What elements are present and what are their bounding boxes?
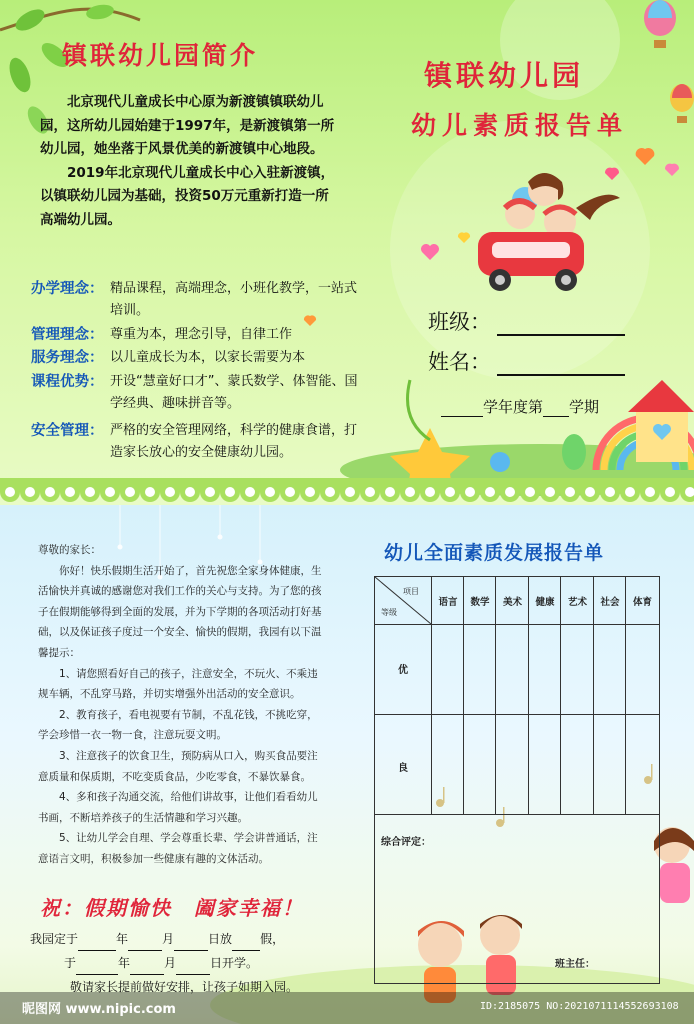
term-year-label: 学年度第: [483, 398, 544, 416]
term-line: [441, 396, 599, 417]
class-label: 班级：: [428, 310, 491, 334]
watermark-id: ID:2185075 NO:20210711145526931​08: [480, 1001, 679, 1012]
report-table: [374, 576, 660, 984]
letter-paragraph: 4、多和孩子沟通交流，给他们讲故事，让他们看看幼儿书画，不断培养孩子的生活情趣和学习兴趣。: [38, 791, 318, 824]
intro-paragraph: 2019年北京现代儿童成长中心入驻新渡镇，以镇联幼儿园为基础，投资50万元重新打造一所高端幼儿园。: [40, 164, 335, 228]
concept-label: 办学理念：: [31, 281, 104, 297]
concept-text: 尊重为本，理念引导，自律工作: [110, 327, 293, 342]
notice-text: 年: [118, 956, 131, 970]
concept-text: 开设“慧童好口才”、蒙氏数学、体智能、国学经典、趣味拼音等。: [110, 374, 358, 411]
year-blank[interactable]: [441, 416, 483, 417]
notice-text: 日放: [208, 932, 233, 946]
grade-row-excellent: [375, 624, 659, 715]
concept-label: 管理理念：: [31, 327, 104, 343]
notice-text: 我园定于: [30, 932, 79, 946]
watermark-logo: 昵图网 www.nipic.com: [22, 1002, 176, 1017]
parent-letter: [38, 540, 328, 870]
concept-text: 精品课程，高端理念，小班化教学，一站式培训。: [110, 281, 358, 318]
balloon-icon: [670, 84, 694, 123]
intro-paragraph: 北京现代儿童成长中心原为新渡镇镇联幼儿园，这所幼儿园始建于1997年，是新渡镇第一所幼儿园，她坐落于风景优美的新渡镇中心地段。: [40, 94, 335, 157]
semester-blank[interactable]: [543, 416, 569, 417]
notice-text: 假，: [260, 932, 285, 946]
concept-row-school: [31, 278, 361, 322]
letter-greeting: 尊敬的家长：: [38, 544, 101, 556]
notice-text: 年: [116, 932, 129, 946]
subject-header: 数学: [463, 577, 496, 624]
concept-row-service: [31, 347, 361, 369]
concept-row-curriculum: [31, 371, 361, 415]
letter-paragraph: 你好！快乐假期生活开始了，首先祝您全家身体健康，生活愉快并真诚的感谢您对我们工作的关心与支持。为了您的孩子在假期能够得到全面的发展，并为下学期的各项活动打好基础，以及保证孩子度过一个安全、愉快的假期，我园有以下温馨提示：: [38, 564, 322, 659]
subject-header: 艺术: [560, 577, 594, 624]
cover-school-name: 镇联幼儿园: [424, 59, 585, 92]
concept-text: 以儿童成长为本，以家长需要为本: [110, 350, 306, 365]
letter-paragraph: 3、注意孩子的饮食卫生，预防病从口入，购买食品要注意质量和保质期，不吃变质食品，少吃零食，不暴饮暴食。: [38, 749, 318, 783]
teacher-label: 班主任：: [555, 959, 595, 970]
concept-row-safety: [31, 420, 361, 464]
report-table-title: 幼儿全面素质发展报告单: [384, 542, 605, 564]
notice-row-start: [30, 951, 298, 975]
summary-label: 综合评定：: [381, 837, 431, 848]
report-table-header: [375, 577, 659, 625]
notice-text: 日开学。: [210, 956, 259, 970]
subject-header: 社会: [593, 577, 626, 624]
grade-label: 良: [398, 763, 408, 774]
subject-header: 体育: [625, 577, 659, 624]
notice-row-leave: [30, 927, 298, 951]
scalloped-divider: [0, 478, 694, 512]
intro-title: 镇联幼儿园简介: [62, 41, 259, 70]
header-item-label: 项目: [403, 587, 419, 596]
concept-row-management: [31, 324, 361, 346]
cover-report-title: 幼儿素质报告单: [411, 111, 629, 140]
notice-text: 月: [162, 932, 175, 946]
holiday-wish: 祝：假期愉快 阖家幸福！: [40, 896, 304, 920]
subject-header: 美术: [495, 577, 529, 624]
letter-paragraph: 1、请您照看好自己的孩子，注意安全，不玩火、不乘违规车辆，不乱穿马路，并切实增强外出活动的安全意识。: [38, 667, 318, 701]
concept-label: 服务理念：: [31, 350, 104, 366]
grade-label: 优: [398, 665, 408, 676]
letter-paragraph: 2、教育孩子，看电视要有节制，不乱花钱，不挑吃穿，学会珍惜一衣一物一食，注意玩耍文明。: [38, 708, 318, 742]
header-grade-label: 等级: [381, 608, 397, 617]
balloon-icon: [644, 0, 676, 48]
name-blank-line[interactable]: [497, 352, 625, 376]
concept-label: 课程优势：: [31, 374, 104, 390]
notice-text: 于: [64, 956, 77, 970]
watermark-bar: [0, 992, 694, 1024]
subject-header: 健康: [528, 577, 561, 624]
holiday-notice: [30, 927, 298, 999]
name-field[interactable]: [428, 346, 625, 376]
letter-paragraph: 5、让幼儿学会自理、学会尊重长辈、学会讲普通话，注意语言文明，积极参加一些健康有趣的文体活动。: [38, 832, 318, 865]
notice-row-arrange: 敬请家长提前做好安排，让孩子如期入园。: [70, 980, 299, 994]
top-panel: [0, 0, 694, 505]
concept-label: 安全管理：: [31, 423, 104, 439]
intro-text: [40, 91, 335, 232]
notice-text: 月: [164, 956, 177, 970]
class-field[interactable]: [428, 306, 625, 336]
grade-row-good: [375, 715, 659, 815]
term-semester-label: 学期: [569, 398, 600, 416]
concept-text: 严格的安全管理网络，科学的健康食谱，打造家长放心的安全健康幼儿园。: [110, 423, 358, 460]
name-label: 姓名：: [428, 350, 491, 374]
class-blank-line[interactable]: [497, 312, 625, 336]
subject-header: 语言: [431, 577, 464, 624]
